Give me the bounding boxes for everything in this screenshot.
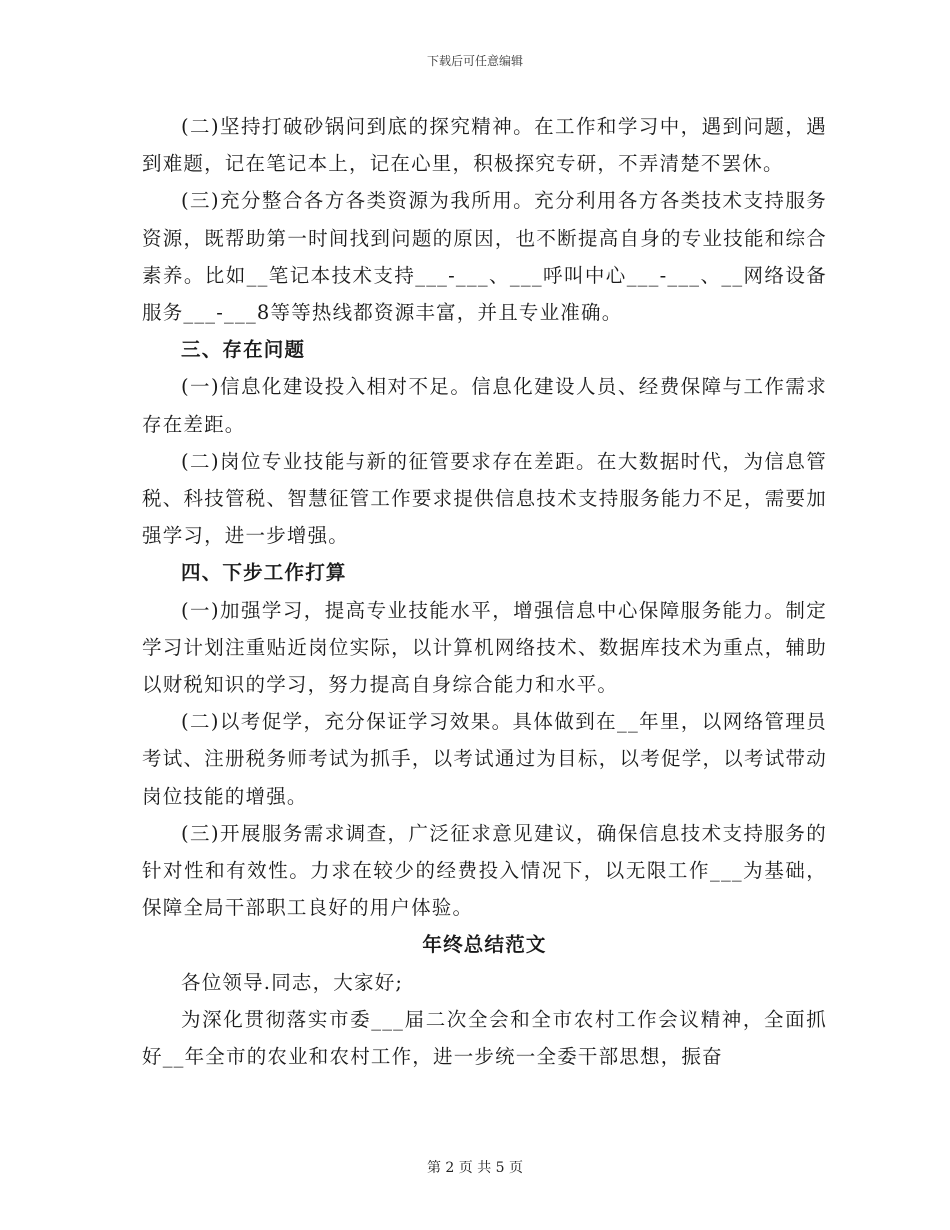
paragraph: (三)充分整合各方各类资源为我所用。充分利用各方各类技术支持服务资源，既帮助第一时间找到问题的原因，也不断提高自身的专业技能和综合素养。比如__笔记本技术支持___-___、___呼叫中心___-___、__网络设备服务___-___8等等热线都资源丰富，并且专业准确。 [142,189,827,325]
document-title: 年终总结范文 [422,933,547,957]
paragraph: (二)坚持打破砂锅问到底的探究精神。在工作和学习中，遇到问题，遇到难题，记在笔记本上，记在心里，积极探究专研，不弄清楚不罢休。 [142,115,827,176]
section-heading: 四、下步工作打算 [181,561,347,585]
paragraph: 为深化贯彻落实市委___届二次全会和全市农村工作会议精神，全面抓好__年全市的农业和农村工作，进一步统一全委干部思想，振奋 [142,1007,827,1069]
page-footer: 第 2 页 共 5 页 [426,1160,524,1176]
page-header: 下载后可任意编辑 [426,54,523,68]
paragraph: (三)开展服务需求调查，广泛征求意见建议，确保信息技术支持服务的针对性和有效性。力求在较少的经费投入情况下，以无限工作___为基础，保障全局干部职工良好的用户体验。 [142,821,827,920]
section-heading: 三、存在问题 [181,338,306,362]
paragraph: 各位领导.同志，大家好; [181,970,404,994]
paragraph: (一)加强学习，提高专业技能水平，增强信息中心保障服务能力。制定学习计划注重贴近岗位实际，以计算机网络技术、数据库技术为重点，辅助以财税知识的学习，努力提高自身综合能力和水平。 [142,598,827,697]
paragraph: (二)岗位专业技能与新的征管要求存在差距。在大数据时代，为信息管税、科技管税、智慧征管工作要求提供信息技术支持服务能力不足，需要加强学习，进一步增强。 [142,449,827,548]
paragraph: (一)信息化建设投入相对不足。信息化建设人员、经费保障与工作需求存在差距。 [142,375,827,436]
paragraph: (二)以考促学，充分保证学习效果。具体做到在__年里，以网络管理员考试、注册税务师考试为抓手，以考试通过为目标，以考促学，以考试带动岗位技能的增强。 [142,710,827,808]
document-body [142,108,827,1075]
